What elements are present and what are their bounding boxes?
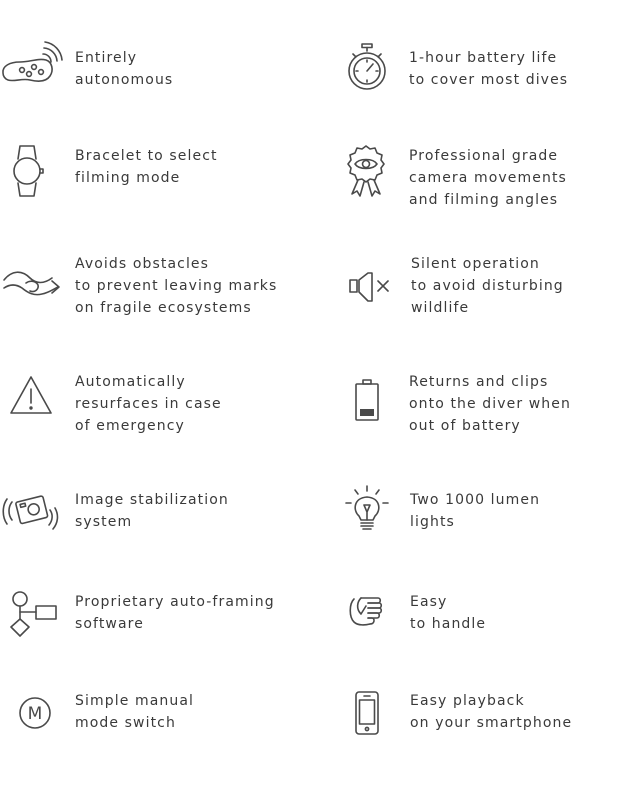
feature-line: of emergency (75, 418, 185, 434)
feature-line: Silent operation (411, 256, 540, 272)
feature-line: Easy playback (410, 693, 525, 709)
feature-line: on fragile ecosystems (75, 300, 252, 316)
feature-line: 1-hour battery life (409, 50, 558, 66)
light-bulb-icon (344, 484, 390, 534)
feature-line: onto the diver when (409, 396, 571, 412)
feature-line: out of battery (409, 418, 521, 434)
warning-icon (8, 374, 54, 416)
battery-low-icon (354, 378, 380, 422)
feature-line: wildlife (411, 300, 470, 316)
drone-signal-icon (0, 40, 64, 90)
feature-line: to prevent leaving marks (75, 278, 278, 294)
speaker-mute-icon (348, 270, 394, 304)
manual-mode-letter: M (27, 704, 43, 724)
watch-icon (10, 143, 46, 199)
stabilization-camera-icon (2, 490, 60, 532)
feature-line: Automatically (75, 374, 186, 390)
feature-line: and filming angles (409, 192, 559, 208)
feature-line: Proprietary auto-framing (75, 594, 275, 610)
feature-line: resurfaces in case (75, 396, 222, 412)
feature-line: camera movements (409, 170, 567, 186)
feature-line: filming mode (75, 170, 181, 186)
feature-line: to avoid disturbing (411, 278, 564, 294)
flowchart-icon (8, 590, 60, 638)
feature-line: Entirely (75, 50, 138, 66)
feature-line: Two 1000 lumen (410, 492, 541, 508)
stopwatch-icon (345, 42, 389, 92)
feature-line: Image stabilization (75, 492, 229, 508)
feature-line: software (75, 616, 144, 632)
feature-line: system (75, 514, 133, 530)
obstacle-avoid-icon (2, 266, 62, 302)
manual-mode-icon (18, 696, 52, 730)
feature-line: Avoids obstacles (75, 256, 210, 272)
feature-line: to handle (410, 616, 487, 632)
feature-line: to cover most dives (409, 72, 569, 88)
feature-line: on your smartphone (410, 715, 573, 731)
feature-line: Easy (410, 594, 448, 610)
smartphone-icon (354, 690, 380, 736)
feature-line: autonomous (75, 72, 174, 88)
feature-line: Simple manual (75, 693, 194, 709)
feature-line: mode switch (75, 715, 176, 731)
feature-line: Professional grade (409, 148, 559, 164)
eye-award-icon (344, 144, 388, 198)
hand-grip-icon (348, 594, 386, 628)
feature-line: lights (410, 514, 455, 530)
feature-line: Bracelet to select (75, 148, 218, 164)
feature-line: Returns and clips (409, 374, 549, 390)
